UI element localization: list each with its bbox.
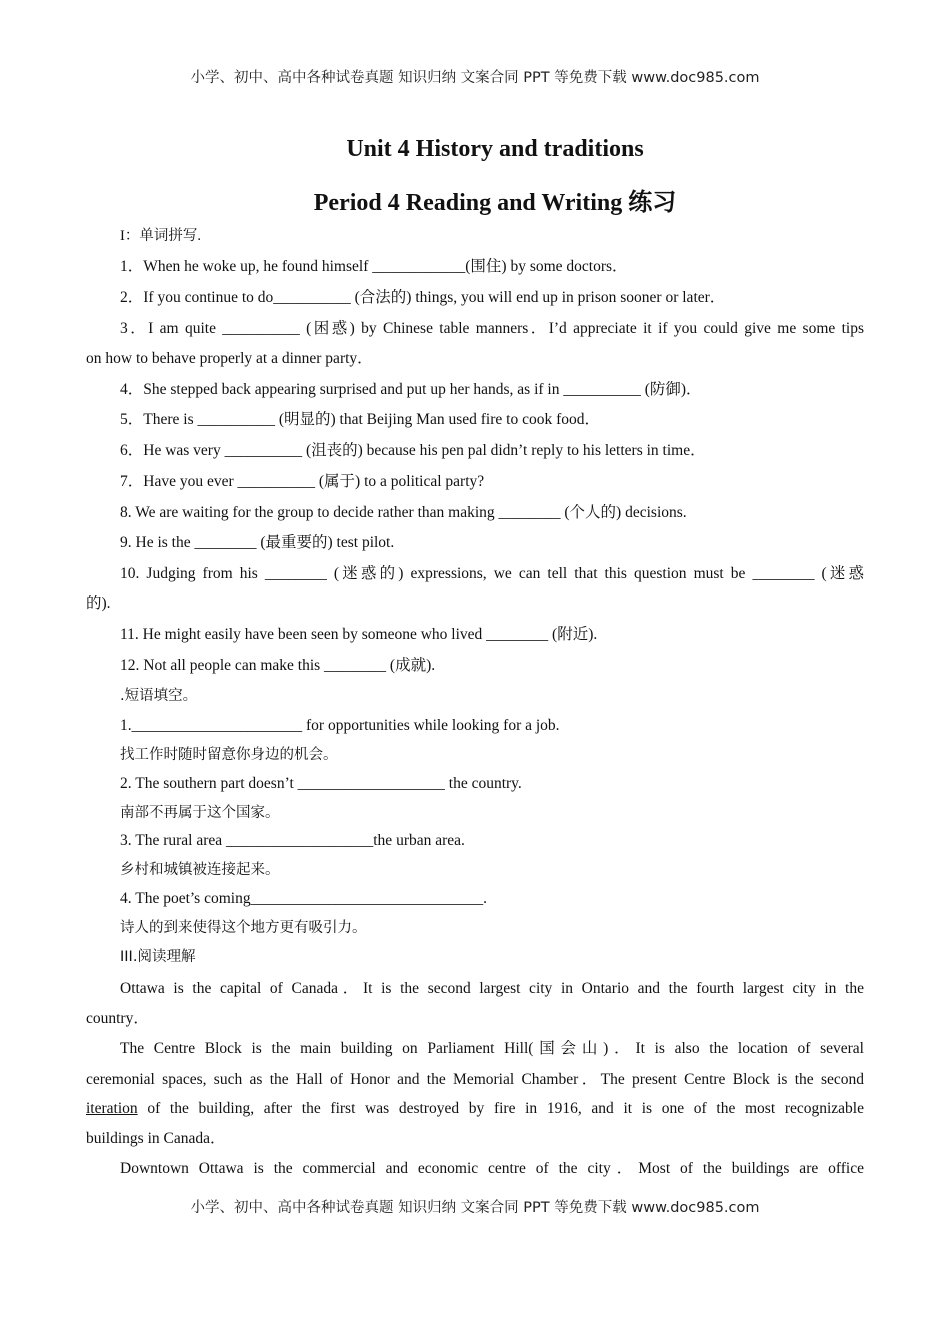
page-subtitle: Period 4 Reading and Writing 练习 <box>313 190 677 216</box>
phrase-item-4-translation: 诗人的到来使得这个地方更有吸引力。 <box>120 920 367 936</box>
passage-p1-line2: country． <box>86 1010 149 1027</box>
section3-heading: III.阅读理解 <box>120 949 196 965</box>
vocab-item-3-cont: on how to behave properly at a dinner party． <box>86 350 373 367</box>
vocab-item-7: 7．Have you ever __________ (属于) to a political party? <box>120 473 485 490</box>
vocab-item-4: 4．She stepped back appearing surprised and put up her hands, as if in __________ (防御)． <box>120 381 702 398</box>
page-title: Unit 4 History and traditions <box>346 136 644 162</box>
section1-heading: I：单词拼写. <box>120 228 201 244</box>
passage-p3-line1: Downtown Ottawa is the commercial and economic centre of the city．Most of the buildings are office <box>120 1160 864 1177</box>
passage-p2-line3-text: of the building, after the first was destroyed by fire in 1916, and it is one of the most recognizable <box>137 1100 864 1117</box>
vocab-item-8: 8. We are waiting for the group to decide rather than making ________ (个人的) decisions. <box>120 504 687 521</box>
phrase-item-4: 4. The poet’s coming______________________________. <box>120 890 487 907</box>
vocab-item-11: 11. He might easily have been seen by someone who lived ________ (附近). <box>120 626 598 643</box>
passage-p2-line1: The Centre Block is the main building on Parliament Hill(国会山)．It is also the location of several <box>120 1040 864 1057</box>
vocab-item-1: 1．When he woke up, he found himself ____________(围住) by some doctors． <box>120 258 628 275</box>
page-footer: 小学、初中、高中各种试卷真题 知识归纳 文案合同 PPT 等免费下载 www.doc985.com <box>190 1200 760 1216</box>
passage-p2-line3 <box>86 1099 864 1119</box>
vocab-item-6: 6．He was very __________ (沮丧的) because his pen pal didn’t reply to his letters in time． <box>120 442 706 459</box>
section2-heading: .短语填空。 <box>120 688 198 704</box>
vocab-item-2: 2．If you continue to do__________ (合法的) things, you will end up in prison sooner or later． <box>120 289 726 306</box>
vocab-item-10: 10. Judging from his ________ (迷惑的) expressions, we can tell that this question must be ________ (迷惑 <box>120 565 864 582</box>
underlined-word: iteration <box>86 1100 138 1117</box>
phrase-item-1: 1.______________________ for opportunities while looking for a job. <box>120 717 560 734</box>
vocab-item-10-cont: 的). <box>86 595 111 612</box>
vocab-item-12: 12. Not all people can make this ________ (成就). <box>120 657 436 674</box>
vocab-item-9: 9. He is the ________ (最重要的) test pilot. <box>120 534 395 551</box>
passage-p2-line2: ceremonial spaces, such as the Hall of Honor and the Memorial Chamber．The present Centre Block is the second <box>86 1071 864 1088</box>
phrase-item-2: 2. The southern part doesn’t ___________________ the country. <box>120 775 522 792</box>
phrase-item-2-translation: 南部不再属于这个国家。 <box>120 805 280 821</box>
passage-p2-line4: buildings in Canada． <box>86 1130 226 1147</box>
phrase-item-3: 3. The rural area ___________________the urban area. <box>120 832 465 849</box>
passage-p1-line1: Ottawa is the capital of Canada．It is the second largest city in Ontario and the fourth largest city in the <box>120 980 864 997</box>
vocab-item-5: 5．There is __________ (明显的) that Beijing Man used fire to cook food． <box>120 411 600 428</box>
phrase-item-3-translation: 乡村和城镇被连接起来。 <box>120 862 280 878</box>
vocab-item-3: 3．I am quite __________ (困惑) by Chinese table manners．I’d appreciate it if you could give me some tips <box>120 320 864 337</box>
page-header: 小学、初中、高中各种试卷真题 知识归纳 文案合同 PPT 等免费下载 www.doc985.com <box>190 70 760 86</box>
phrase-item-1-translation: 找工作时随时留意你身边的机会。 <box>120 747 338 763</box>
